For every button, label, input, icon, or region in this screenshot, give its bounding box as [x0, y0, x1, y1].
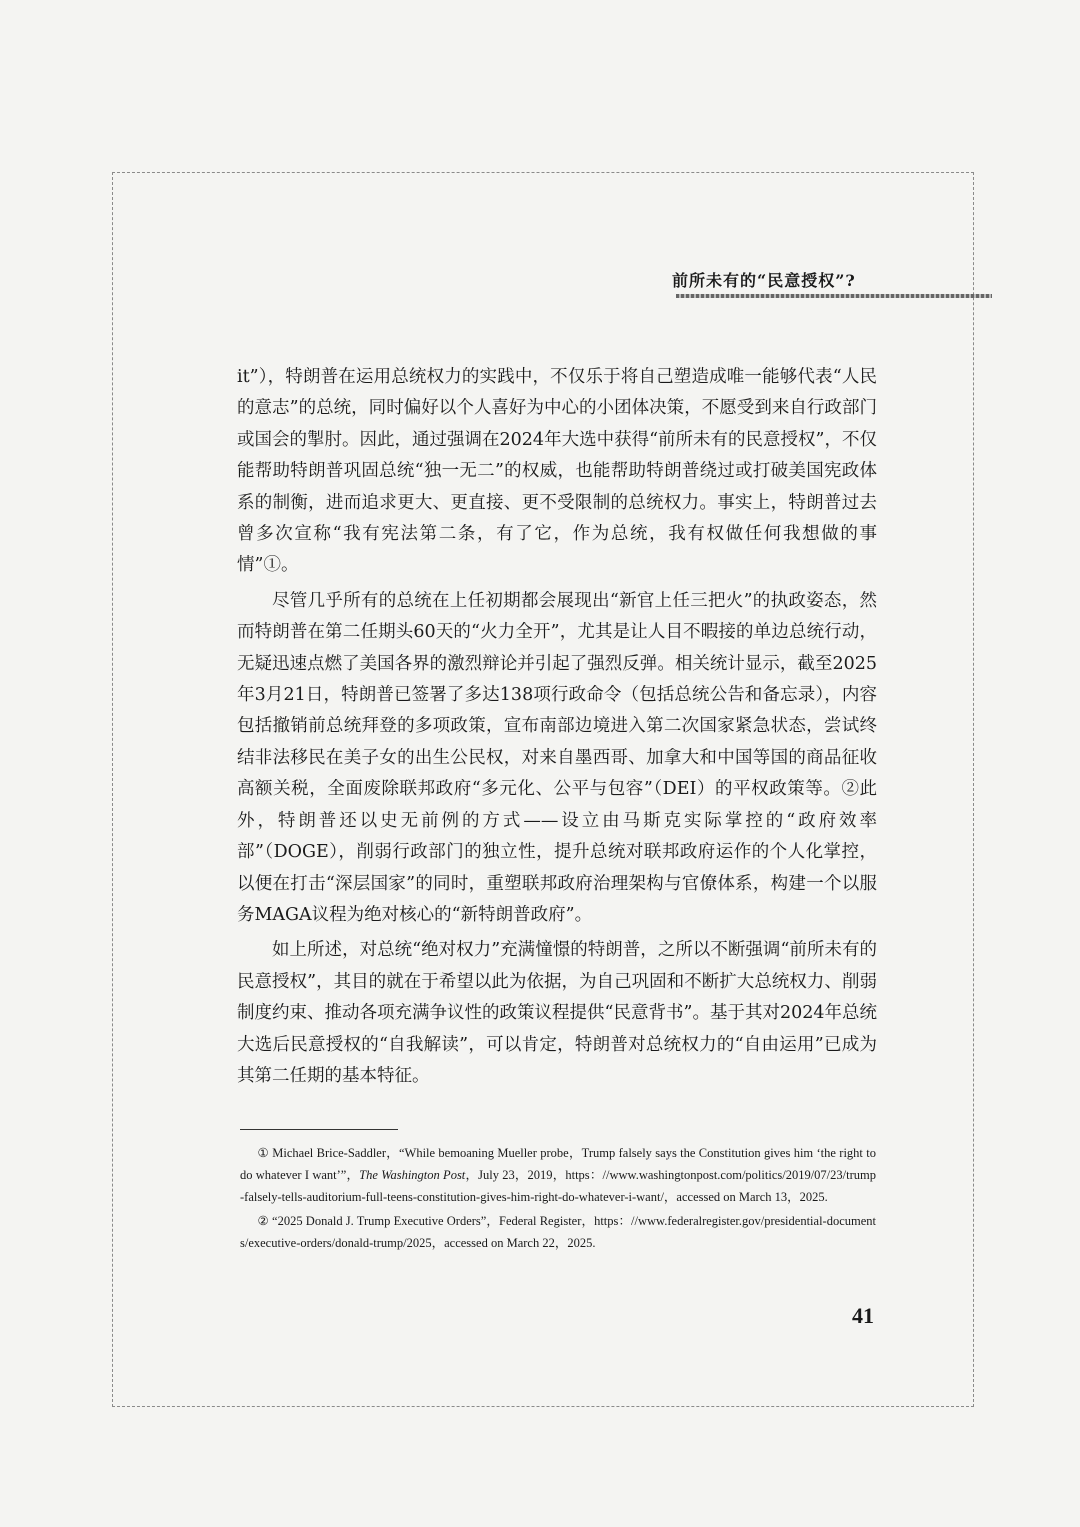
running-head: 前所未有的“民意授权”? [672, 271, 856, 290]
paragraph: 尽管几乎所有的总统在上任初期都会展现出“新官上任三把火”的执政姿态，然而特朗普在第二任期头60天的“火力全开”，尤其是让人目不暇接的单边总统行动，无疑迅速点燃了美国各界的激烈辩论并引起了强烈反弹。相关统计显示，截至2025年3月21日，特朗普已签署了多达138项行政命令（包括总统公告和备忘录），内容包括撤销前总统拜登的多项政策，宣布南部边境进入第二次国家紧急状态，尝试终结非法移民在美子女的出生公民权，对来自墨西哥、加拿大和中国等国的商品征收高额关税，全面废除联邦政府“多元化、公平与包容”（DEI）的平权政策等。②此外，特朗普还以史无前例的方式——设立由马斯克实际掌控的“政府效率部”（DOGE），削弱行政部门的独立性，提升总统对联邦政府运作的个人化掌控，以便在打击“深层国家”的同时，重塑联邦政府治理架构与官僚体系，构建一个以服务MAGA议程为绝对核心的“新特朗普政府”。 [237, 590, 877, 925]
footnote-publication: The Washington Post [359, 1168, 466, 1182]
footnote-marker: ② [257, 1214, 269, 1228]
footnote-text: Michael Brice-Saddler，“While bemoaning Mueller probe，Trump falsely says the Constitution gives him ‘the right to do whatever I want’”， [240, 1146, 876, 1182]
page-number: 41 [852, 1303, 874, 1328]
body-text [237, 362, 877, 1096]
paragraph: 如上所述，对总统“绝对权力”充满憧憬的特朗普，之所以不断强调“前所未有的民意授权”，其目的就在于希望以此为依据，为自己巩固和不断扩大总统权力、削弱制度约束、推动各项充满争议性的政策议程提供“民意背书”。基于其对2024年总统大选后民意授权的“自我解读”，可以肯定，特朗普对总统权力的“自由运用”已成为其第二任期的基本特征。 [237, 940, 877, 1086]
footnote-text: “2025 Donald J. Trump Executive Orders”，Federal Register，https：//www.federalregister.gov/presidential-documents/executive-orders/donald-trump/2025，accessed on March 22，2025. [240, 1214, 876, 1250]
footnote-marker: ① [257, 1146, 269, 1160]
footnote-text: ，July 23，2019，https：//www.washingtonpost.com/politics/2019/07/23/trump-falsely-tells-auditorium-full-teens-constitution-gives-him-right-do-whatever-i-want/，accessed on March 13，2025. [240, 1168, 876, 1204]
footnote-divider [240, 1129, 398, 1130]
footnote-2 [240, 1210, 876, 1254]
paragraph-continued: it”），特朗普在运用总统权力的实践中，不仅乐于将自己塑造成唯一能够代表“人民的意志”的总统，同时偏好以个人喜好为中心的小团体决策，不愿受到来自行政部门或国会的掣肘。因此，通过强调在2024年大选中获得“前所未有的民意授权”，不仅能帮助特朗普巩固总统“独一无二”的权威，也能帮助特朗普绕过或打破美国宪政体系的制衡，进而追求更大、更直接、更不受限制的总统权力。事实上，特朗普过去曾多次宣称“我有宪法第二条，有了它，作为总统，我有权做任何我想做的事情”①。 [237, 367, 877, 576]
footnote-1 [240, 1142, 876, 1208]
running-head-rule [676, 294, 992, 298]
footnotes [240, 1142, 876, 1256]
